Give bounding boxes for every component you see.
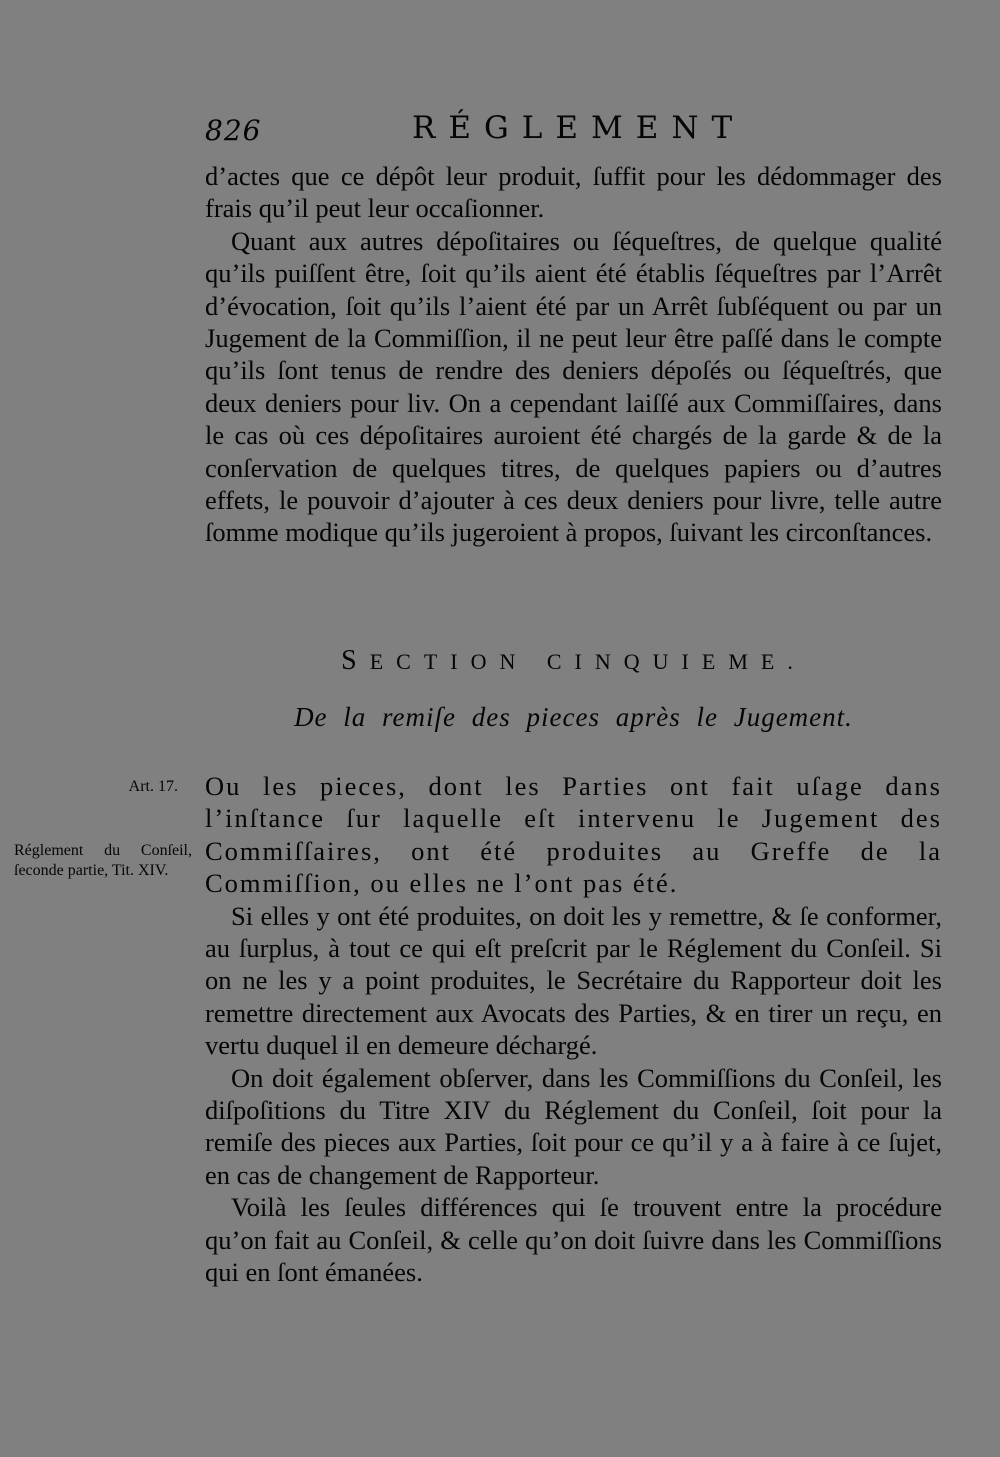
margin-article-ref: Art. 17.	[128, 778, 178, 795]
page-number: 826	[205, 114, 262, 147]
running-title: RÉGLEMENT	[412, 110, 746, 146]
section-heading-initial: S	[341, 645, 370, 676]
page-header	[205, 108, 745, 152]
paragraph-continuation: d’actes que ce dépôt leur produit, ſuffit pour les dédommager des frais qu’il peut leur occaſionner.	[205, 161, 942, 224]
section-heading-rest: ECTION CINQUIEME.	[369, 649, 806, 674]
paragraph: Voilà les ſeules différences qui ſe trouvent entre la procédure qu’on fait au Conſeil, & celle qu’on doit ſuivre dans les Commiſſions qui en ſont émanées.	[205, 1192, 942, 1288]
paragraph: Si elles y ont été produites, on doit les y remettre, & ſe conformer, au ſurplus, à tout ce qui eſt preſcrit par le Réglement du Conſeil. Si on ne les y a point produites, le Secrétaire du Rapporteur doit les remettre directement aux Avocats des Parties, & en tirer un reçu, en vertu duquel il en demeure déchargé.	[205, 900, 942, 1061]
section-heading	[205, 645, 942, 677]
body-text-top	[205, 160, 942, 549]
paragraph: Quant aux autres dépoſitaires ou ſéqueſtres, de quelque qualité qu’ils puiſſent être, ſoit qu’ils aient été établis ſéqueſtres par l’Arrêt d’évocation, ſoit qu’ils l’aient été par un Arrêt ſubſéquent ou par un Jugement de la Commiſſion, il ne peut leur être paſſé dans le compte qu’ils ſont tenus de rendre des deniers dépoſés ou ſéqueſtrés, que deux deniers pour liv. On a cependant laiſſé aux Commiſſaires, dans le cas où ces dépoſitaires auroient été chargés de la garde & de la conſervation de quelques titres, de quelques papiers ou d’autres effets, le pouvoir d’ajouter à ces deux deniers pour livre, telle autre ſomme modique qu’ils jugeroient à propos, ſuivant les circonſtances.	[205, 225, 942, 548]
section-subtitle: De la remiſe des pieces après le Jugement.	[294, 702, 853, 732]
margin-note: Réglement du Conſeil, ſeconde partie, Tit. XIV.	[14, 842, 192, 879]
paragraph: Ou les pieces, dont les Parties ont fait uſage dans l’inſtance ſur laquelle eſt intervenu le Jugement des Commiſſaires, ont été produites au Greffe de la Commiſſion, ou elles ne l’ont pas été.	[205, 771, 942, 899]
paragraph: On doit également obſerver, dans les Commiſſions du Conſeil, les diſpoſitions du Titre XIV du Réglement du Conſeil, ſoit pour la remiſe des pieces aux Parties, ſoit pour ce qu’il y a à faire à ce ſujet, en cas de changement de Rapporteur.	[205, 1062, 942, 1190]
body-text-bottom	[205, 770, 942, 1289]
